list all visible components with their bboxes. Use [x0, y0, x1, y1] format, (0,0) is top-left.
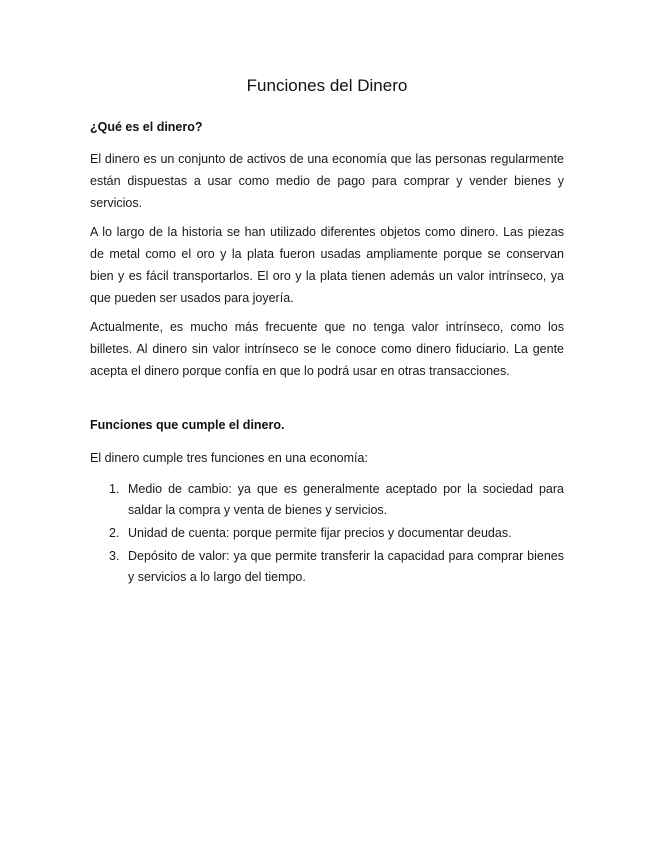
paragraph-definition: El dinero es un conjunto de activos de una economía que las personas regularmente están dispuestas a usar como medio de pago para comprar y vender bienes y servicios. [90, 152, 564, 210]
list-item-text: Unidad de cuenta: porque permite fijar precios y documentar deudas. [128, 526, 512, 540]
functions-list [90, 479, 564, 588]
section-heading-what-is-money: ¿Qué es el dinero? [90, 120, 203, 134]
list-number: 2. [109, 526, 120, 540]
list-item-text: Depósito de valor: ya que permite transferir la capacidad para comprar bienes y servicios a lo largo del tiempo. [128, 549, 564, 584]
list-item-unit-of-account [90, 523, 564, 544]
document-title: Funciones del Dinero [246, 76, 408, 95]
document-content [90, 74, 564, 590]
paragraph-history: A lo largo de la historia se han utilizado diferentes objetos como dinero. Las piezas de metal como el oro y la plata fueron usadas ampliamente porque se conservan bien y es fácil transportarlos. El oro y la plata tienen además un valor intrínseco, ya que pueden ser usados para joyería. [90, 225, 564, 305]
paragraph-functions-intro: El dinero cumple tres funciones en una economía: [90, 451, 368, 465]
list-item-store-of-value [90, 546, 564, 588]
list-number: 3. [109, 549, 120, 563]
section-heading-functions: Funciones que cumple el dinero. [90, 418, 285, 432]
list-item-text: Medio de cambio: ya que es generalmente aceptado por la sociedad para saldar la compra y venta de bienes y servicios. [128, 482, 564, 517]
paragraph-fiat-money: Actualmente, es mucho más frecuente que no tenga valor intrínseco, como los billetes. Al dinero sin valor intrínseco se le conoce como dinero fiduciario. La gente acepta el dinero porque confía en que lo podrá usar en otras transacciones. [90, 320, 564, 378]
list-item-medium-of-exchange [90, 479, 564, 521]
list-number: 1. [109, 482, 120, 496]
